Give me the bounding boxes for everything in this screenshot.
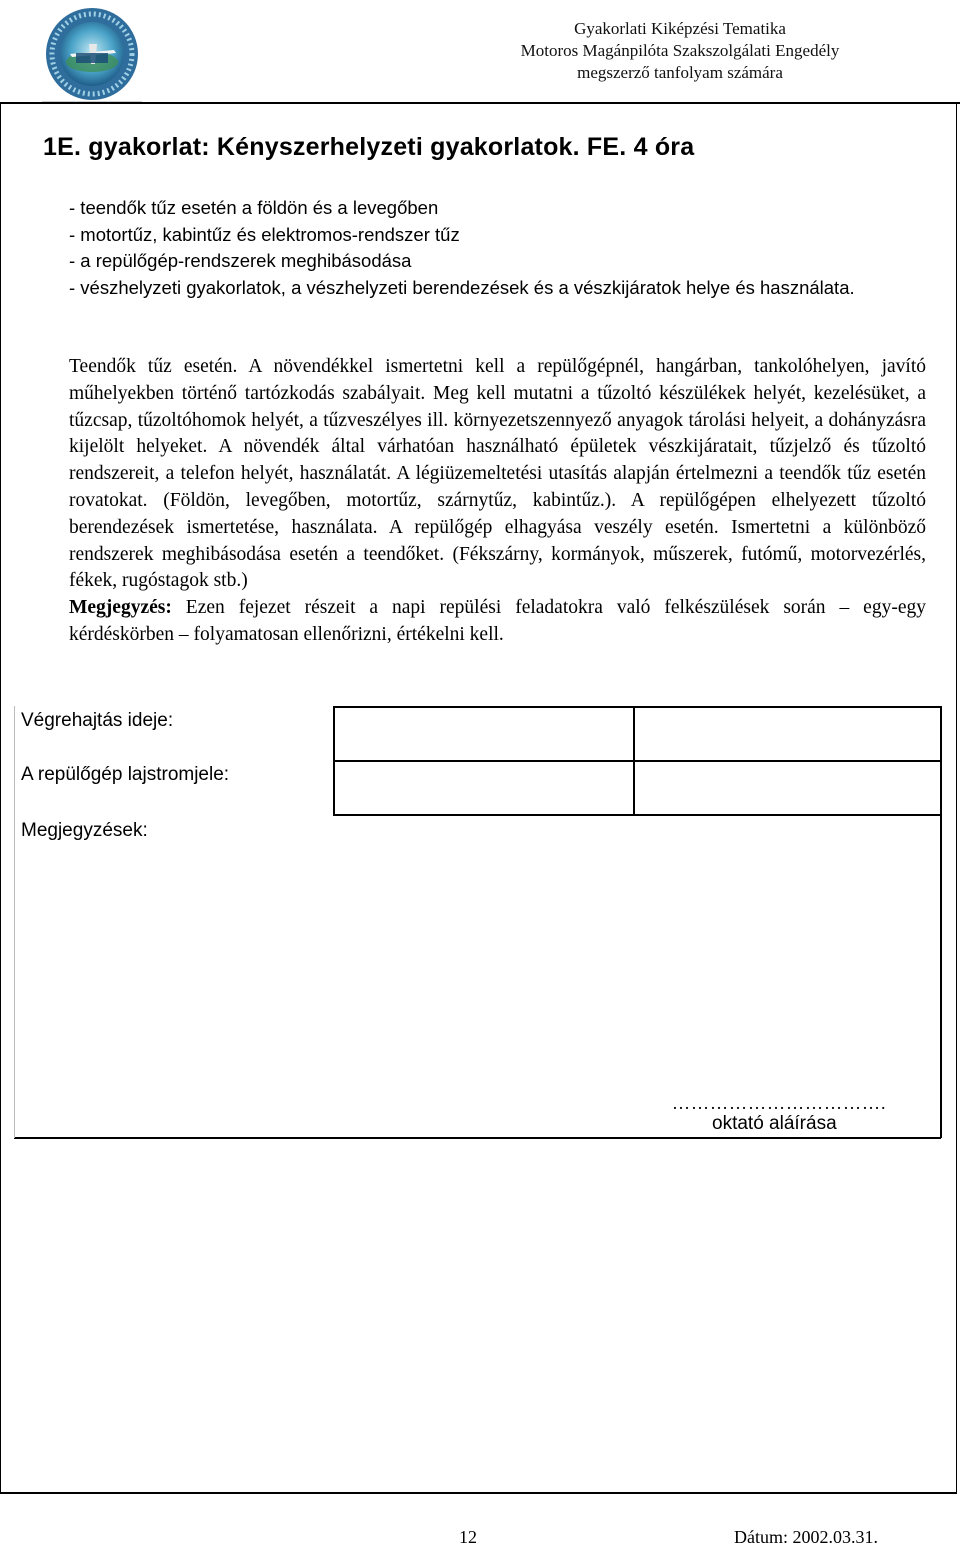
list-item: - motortűz, kabintűz és elektromos-rendszer tűz — [69, 223, 460, 245]
form-line — [940, 706, 942, 1138]
header-line-2: Motoros Magánpilóta Szakszolgálati Engedély — [520, 41, 840, 60]
list-item: - a repülőgép-rendszerek meghibásodása — [69, 250, 412, 271]
form-line — [333, 814, 941, 816]
description-paragraph: Teendők tűz esetén. A növendékkel ismertetni kell a repülőgépnél, hangárban, tankolóhelyen, javító műhelyekben történő tartózkodás szabályait. Meg kell mutatni a tűzoltó készülékek helyét, kezelésüket, a tűzcsap, tűzoltóhomok helyét, a tűzveszélyes ill. környezetszennyező anyagok tárolási helyeit, a dohányzásra kijelölt helyeket. A növendék által várhatóan használható épületek vészkijáratait, tűzjelző és tűzoltó rendszereit, a telefon helyét, használatát. A légiüzemeltetési utasítás alapján értelmezni a teendők tűz esetén rovatokat. (Földön, levegőben, motortűz, szárnytűz, kabintűz.). A repülőgépen elhelyezett tűzoltó berendezések ismertetése, használata. A repülőgép elhagyása veszély esetén. Ismertetni a különböző rendszerek meghibásodása esetén a teendőket. (Fékszárny, kormányok, műszerek, futómű, motorvezérlés, fékek, rugóstagok stb.) — [69, 356, 926, 592]
note-label: Megjegyzés: — [69, 597, 172, 619]
header-line-3: megszerző tanfolyam számára — [577, 63, 783, 82]
topic-list — [69, 195, 929, 301]
header-line-1: Gyakorlati Kiképzési Tematika — [574, 19, 786, 38]
page-number: 12 — [459, 1527, 477, 1547]
school-logo-icon — [42, 6, 142, 102]
document-date: Dátum: 2002.03.31. — [734, 1527, 878, 1547]
execution-date-field-2[interactable] — [635, 708, 939, 759]
note-paragraph — [69, 595, 926, 649]
form-line — [14, 1137, 941, 1139]
note-text: Ezen fejezet részeit a napi repülési feladatokra való felkészülések során – egy-egy kérdéskörben – folyamatosan ellenőrizni, értékelni kell. — [69, 597, 926, 645]
execution-date-label: Végrehajtás ideje: — [21, 710, 174, 731]
aircraft-registration-label: A repülőgép lajstromjele: — [21, 764, 230, 785]
page-header — [470, 18, 890, 84]
aircraft-registration-field[interactable] — [335, 762, 632, 813]
exercise-title: 1E. gyakorlat: Kényszerhelyzeti gyakorlatok. FE. 4 óra — [43, 133, 695, 161]
aircraft-registration-field-2[interactable] — [635, 762, 939, 813]
signature-line[interactable]: ……………………………. — [672, 1093, 887, 1113]
list-item: - teendők tűz esetén a földön és a levegőben — [69, 197, 439, 218]
signature-label: oktató aláírása — [712, 1113, 837, 1134]
execution-date-field[interactable] — [335, 708, 632, 759]
remarks-label: Megjegyzések: — [21, 820, 148, 841]
exercise-description — [69, 354, 926, 649]
remarks-field[interactable] — [16, 848, 939, 1088]
list-item: - vészhelyzeti gyakorlatok, a vészhelyzeti berendezések és a vészkijáratok helye és használata. — [69, 276, 855, 298]
form-line — [14, 706, 15, 1138]
